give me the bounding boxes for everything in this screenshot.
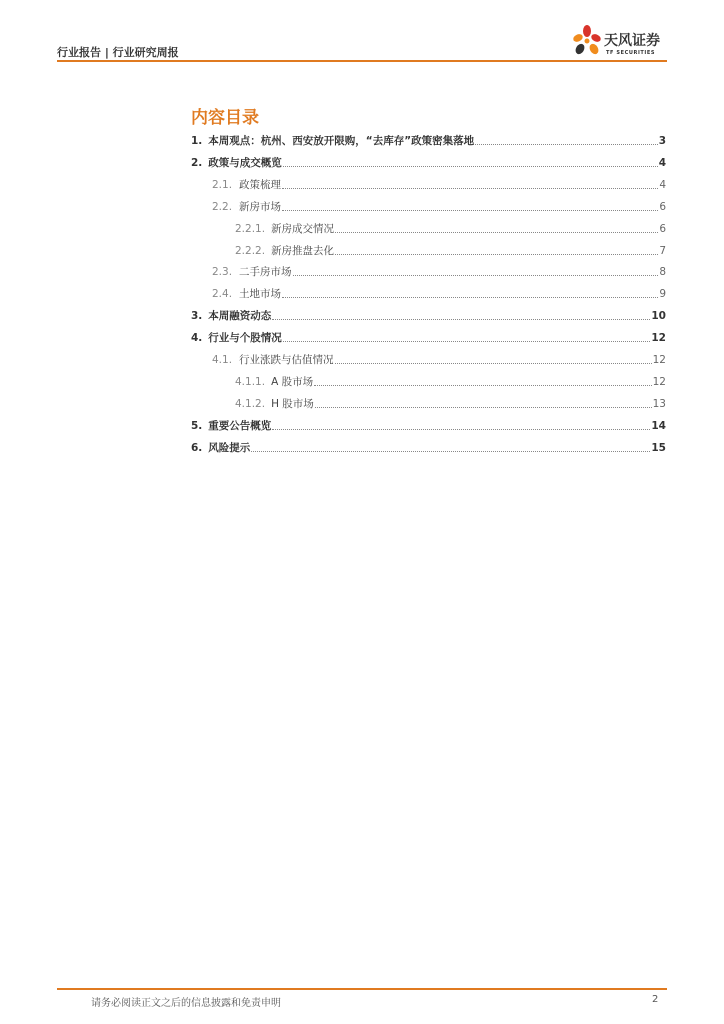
toc-entry-title: 行业涨跌与估值情况 <box>239 354 334 366</box>
toc-entry-page: 12 <box>651 332 666 345</box>
logo-text-en: TF SECURITIES <box>606 50 656 56</box>
toc-entry-number: 2.1. <box>212 178 233 191</box>
toc-heading: 内容目录 <box>191 108 259 128</box>
logo-text-cn: 天风证券 <box>604 33 660 49</box>
toc-dot-leader <box>475 144 658 145</box>
toc-dot-leader <box>283 341 651 342</box>
toc-entry[interactable] <box>191 285 666 301</box>
toc-entry-page: 12 <box>652 354 666 366</box>
toc-entry-page: 7 <box>659 244 666 257</box>
toc-entry-page: 6 <box>659 200 666 213</box>
toc-entry-page: 6 <box>659 222 666 235</box>
toc-entry-page: 12 <box>652 375 666 388</box>
page-number: 2 <box>652 994 659 1005</box>
toc-entry-page: 15 <box>651 441 666 454</box>
toc-entry[interactable] <box>191 373 666 389</box>
toc-entry[interactable] <box>191 307 666 323</box>
toc-entry-title: H 股市场 <box>271 397 314 410</box>
toc-entry-title: 风险提示 <box>208 441 251 454</box>
toc-entry[interactable] <box>191 395 666 411</box>
toc-entry[interactable] <box>191 154 666 170</box>
toc-entry-number: 4.1. <box>212 354 233 366</box>
toc-dot-leader <box>335 254 658 255</box>
toc-entry-page: 9 <box>659 288 666 301</box>
toc-entry[interactable] <box>191 242 666 258</box>
toc-dot-leader <box>282 188 658 189</box>
toc-entry-number: 4.1.1. <box>235 375 266 388</box>
toc-dot-leader <box>335 363 652 364</box>
toc-entry-title: 政策与成交概览 <box>208 156 282 169</box>
toc-entry-title: 新房成交情况 <box>271 222 335 235</box>
toc-entry-page: 14 <box>651 419 666 432</box>
toc-entry-number: 4. <box>191 332 203 345</box>
toc-entry-title: 新房推盘去化 <box>271 244 335 257</box>
toc-dot-leader <box>251 451 650 452</box>
toc-entry[interactable] <box>191 132 666 148</box>
toc-entry-title: 土地市场 <box>239 288 282 301</box>
toc-entry[interactable] <box>191 351 666 367</box>
toc-entry-number: 1. <box>191 135 203 147</box>
toc-entry-number: 6. <box>191 441 203 454</box>
toc-entry-number: 5. <box>191 419 203 432</box>
toc-entry-title: 新房市场 <box>239 200 282 213</box>
toc-dot-leader <box>315 407 652 408</box>
toc-entry-number: 2.2. <box>212 200 233 213</box>
toc-entry[interactable] <box>191 417 666 433</box>
toc-entry-number: 2.2.1. <box>235 222 266 235</box>
toc-entry-number: 3. <box>191 310 203 323</box>
company-logo <box>570 24 670 60</box>
toc-entry-number: 2.2.2. <box>235 244 266 257</box>
toc-entry-title: 行业与个股情况 <box>208 332 282 345</box>
toc-entry[interactable] <box>191 198 666 214</box>
toc-entry-number: 2.3. <box>212 266 233 279</box>
toc-entry-page: 10 <box>651 310 666 323</box>
toc-dot-leader <box>314 385 652 386</box>
toc-entry[interactable] <box>191 439 666 455</box>
footer-disclaimer: 请务必阅读正文之后的信息披露和免责申明 <box>91 998 281 1009</box>
toc-entry-page: 13 <box>652 397 666 410</box>
toc-dot-leader <box>283 166 658 167</box>
toc-dot-leader <box>335 232 658 233</box>
toc-entry-title: 本周观点：杭州、西安放开限购，“去库存”政策密集落地 <box>208 135 475 147</box>
toc-entry-page: 4 <box>658 156 666 169</box>
footer-divider <box>57 988 667 990</box>
toc-entry-title: A 股市场 <box>271 375 314 388</box>
header-divider <box>57 60 667 62</box>
toc-entry-page: 3 <box>658 135 666 147</box>
toc-entry[interactable] <box>191 263 666 279</box>
flower-logo-icon <box>570 24 604 60</box>
toc-entry-number: 2. <box>191 156 203 169</box>
header-title: 行业报告 | 行业研究周报 <box>57 46 179 59</box>
toc-entry[interactable] <box>191 176 666 192</box>
toc-dot-leader <box>282 210 658 211</box>
toc-dot-leader <box>272 319 650 320</box>
toc-entry-page: 4 <box>659 178 666 191</box>
toc-entry-title: 重要公告概览 <box>208 419 272 432</box>
toc-entry-number: 2.4. <box>212 288 233 301</box>
toc-dot-leader <box>272 429 650 430</box>
toc-dot-leader <box>282 297 658 298</box>
toc-entry[interactable] <box>191 329 666 345</box>
toc-entry-number: 4.1.2. <box>235 397 266 410</box>
toc-entry-title: 本周融资动态 <box>208 310 272 323</box>
toc-entry-page: 8 <box>659 266 666 279</box>
toc-dot-leader <box>293 275 659 276</box>
toc-entry[interactable] <box>191 220 666 236</box>
toc-entry-title: 二手房市场 <box>239 266 292 279</box>
toc-entry-title: 政策梳理 <box>239 178 282 191</box>
